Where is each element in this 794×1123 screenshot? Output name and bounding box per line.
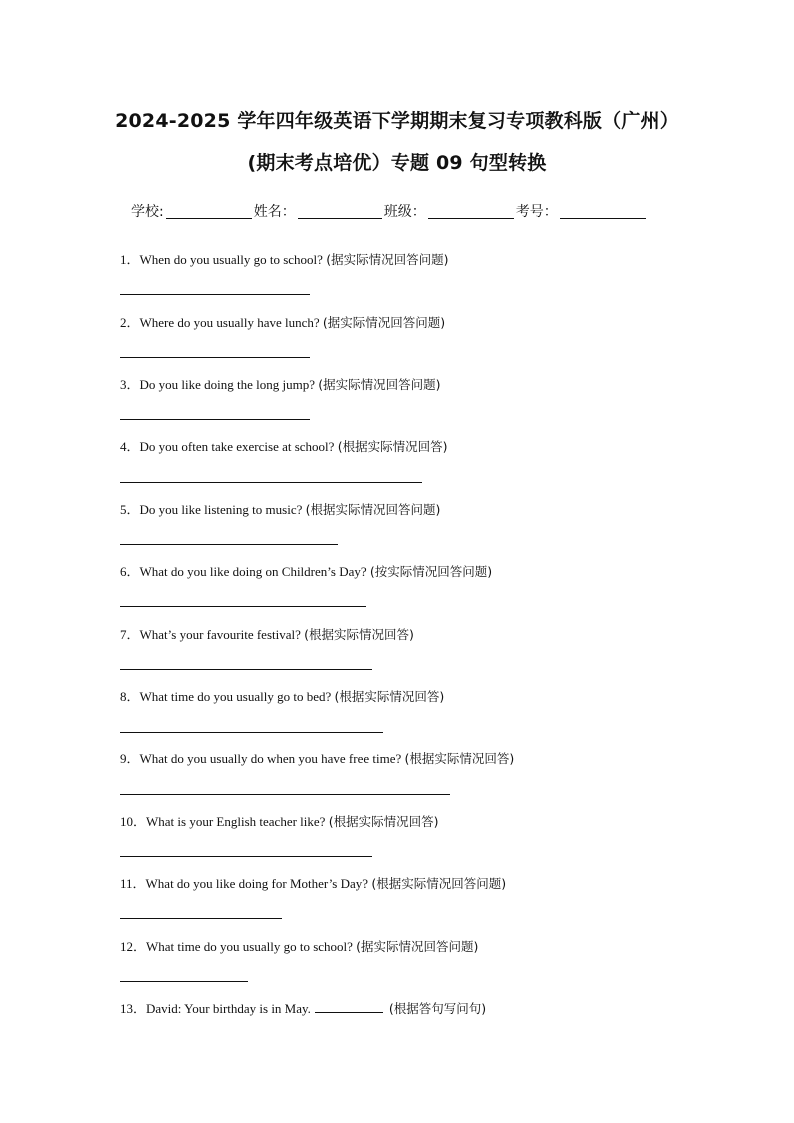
question-text: Do you often take exercise at school? (139, 439, 335, 454)
question-10 (120, 811, 438, 830)
page-subtitle: (期末考点培优）专题 09 句型转换 (247, 152, 547, 174)
question-note: (根据实际情况回答问题) (305, 502, 441, 517)
question-text: Do you like listening to music? (139, 502, 303, 517)
question-9 (120, 748, 514, 767)
question-text: When do you usually go to school? (139, 252, 323, 267)
name-label: 姓名： (253, 204, 296, 220)
question-number: 5． (120, 502, 140, 517)
question-text: What’s your favourite festival? (139, 627, 301, 642)
question-note: (根据实际情况回答) (328, 814, 439, 829)
exam-number-label: 考号： (515, 204, 558, 220)
question-text: What do you like doing on Children’s Day? (139, 564, 367, 579)
question-text: What time do you usually go to school? (146, 939, 353, 954)
question-8 (120, 686, 444, 705)
question-11 (120, 873, 506, 892)
question-text: What time do you usually go to bed? (139, 689, 332, 704)
question-text: Where do you usually have lunch? (139, 315, 320, 330)
question-7 (120, 624, 414, 643)
student-info-row (131, 201, 648, 221)
question-note: (据实际情况回答问题) (322, 315, 446, 330)
question-number: 13． (120, 1001, 147, 1016)
question-12 (120, 936, 478, 955)
question-text: David: Your birthday is in May. (146, 1001, 311, 1016)
school-label: 学校: (131, 204, 164, 220)
name-field[interactable] (298, 204, 382, 219)
question-3 (120, 374, 441, 393)
page-title: 2024-2025 学年四年级英语下学期期末复习专项教科版（广州） (115, 110, 679, 132)
question-number: 4． (120, 439, 140, 454)
answer-line-4[interactable] (120, 482, 422, 483)
question-note: (根据实际情况回答) (334, 689, 445, 704)
question-number: 3． (120, 377, 140, 392)
question-4 (120, 436, 447, 455)
answer-line-9[interactable] (120, 794, 450, 795)
class-field[interactable] (428, 204, 514, 219)
question-text: What do you usually do when you have free time? (139, 751, 402, 766)
question-note: (据实际情况回答问题) (318, 377, 441, 392)
answer-line-12[interactable] (120, 981, 248, 982)
answer-line-8[interactable] (120, 732, 383, 733)
answer-line-1[interactable] (120, 294, 310, 295)
question-number: 9． (120, 751, 140, 766)
question-text: Do you like doing the long jump? (139, 377, 315, 392)
answer-line-3[interactable] (120, 419, 310, 420)
question-number: 7． (120, 627, 140, 642)
question-1 (120, 249, 448, 268)
answer-line-6[interactable] (120, 606, 366, 607)
question-note: (按实际情况回答问题) (369, 564, 493, 579)
question-text: What is your English teacher like? (146, 814, 326, 829)
answer-line-11[interactable] (120, 918, 282, 919)
question-number: 12． (120, 939, 147, 954)
question-note: (据实际情况回答问题) (356, 939, 479, 954)
question-number: 2． (120, 315, 140, 330)
question-5 (120, 499, 440, 518)
question-number: 11． (120, 876, 146, 891)
answer-inline-blank-13[interactable] (315, 1000, 383, 1013)
question-number: 6． (120, 564, 140, 579)
class-label: 班级： (383, 204, 426, 220)
question-note: (根据答句写问句) (388, 1001, 487, 1016)
question-number: 1． (120, 252, 140, 267)
question-note: (根据实际情况回答) (337, 439, 448, 454)
question-number: 10． (120, 814, 147, 829)
question-6 (120, 561, 492, 580)
question-13 (120, 998, 486, 1017)
question-note: (根据实际情况回答) (404, 751, 515, 766)
question-note: (据实际情况回答问题) (326, 252, 449, 267)
question-note: (根据实际情况回答) (304, 627, 414, 642)
answer-line-5[interactable] (120, 544, 338, 545)
question-2 (120, 312, 445, 331)
question-text: What do you like doing for Mother’s Day? (145, 876, 369, 891)
school-field[interactable] (166, 204, 252, 219)
answer-line-2[interactable] (120, 357, 310, 358)
exam-number-field[interactable] (560, 204, 646, 219)
question-number: 8． (120, 689, 140, 704)
question-note: (根据实际情况回答问题) (371, 876, 507, 891)
answer-line-7[interactable] (120, 669, 372, 670)
answer-line-10[interactable] (120, 856, 372, 857)
